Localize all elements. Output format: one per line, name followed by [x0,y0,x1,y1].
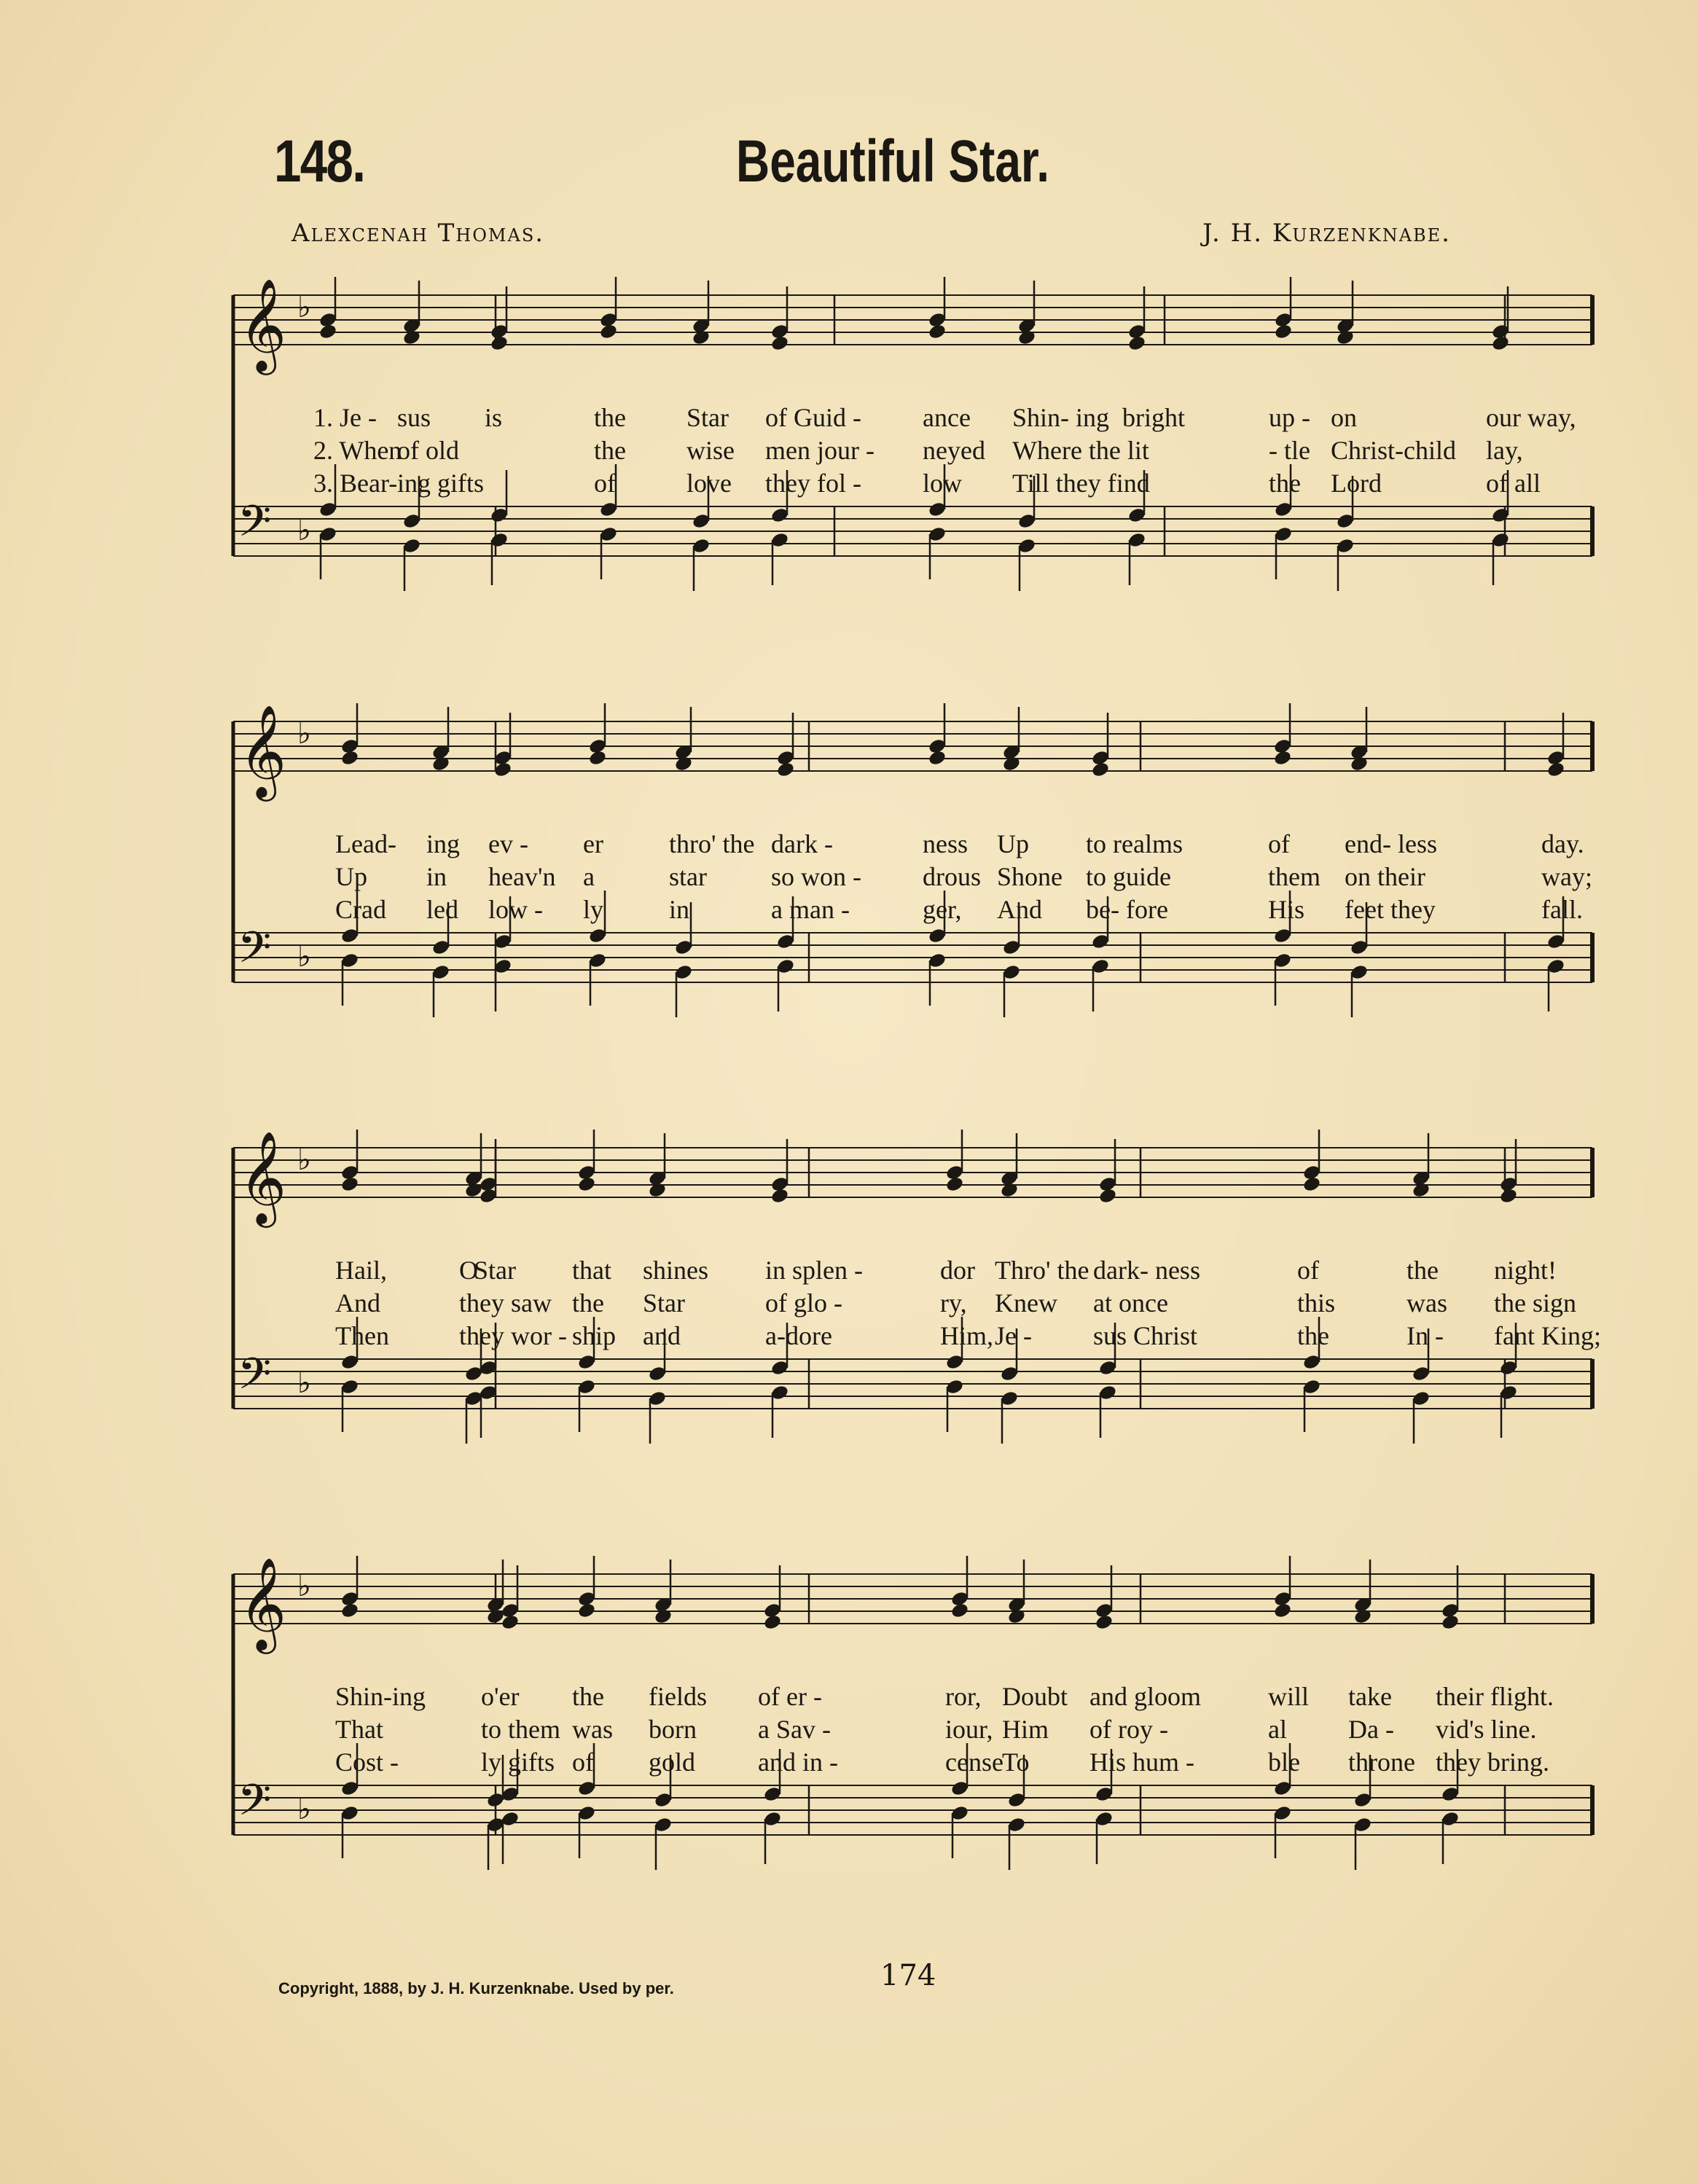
lyric-syllable: led [426,895,458,924]
lyric-syllable: of glo - [765,1288,842,1318]
lyric-syllable: Star [643,1288,685,1318]
lyric-syllable: heav'n [488,862,556,891]
lyric-syllable: Where the lit [1012,436,1149,465]
lyric-syllable: love [686,469,732,498]
lyric-syllable: end- less [1345,829,1437,858]
lyric-syllable: thro' the [669,829,755,858]
alto-note [1412,1181,1431,1199]
alto-note [464,1181,484,1199]
lyric-line-verse-2 [0,435,1698,469]
alto-note [1336,329,1355,346]
alto-note [1274,323,1294,340]
lyric-syllable: neyed [923,436,985,465]
lyric-syllable: on [1331,403,1357,432]
lyric-syllable: ing gifts [397,469,485,498]
lyric-syllable: the [1406,1256,1439,1285]
alto-note [654,1608,673,1625]
lyric-syllable: Da - [1348,1715,1394,1744]
bass-clef-icon: 𝄢 [238,1348,272,1409]
lyric-line-verse-1 [0,1681,1698,1715]
lyric-syllable: - tle [1269,436,1310,465]
alto-note [770,334,790,352]
alto-note [318,323,338,340]
lyric-syllable: Je - [995,1321,1032,1350]
lyric-syllable: this [1297,1288,1336,1318]
lyric-syllable: men jour - [765,436,875,465]
lyric-syllable: Up [997,829,1029,858]
lyric-syllable: Christ-child [1331,436,1456,465]
alto-note [776,761,796,778]
lyric-line-verse-3 [0,894,1698,928]
lyric-syllable: their flight. [1436,1682,1554,1711]
alto-note [431,755,451,772]
lyric-syllable: Knew [995,1288,1057,1318]
lyric-line-verse-3 [0,1747,1698,1780]
lyric-syllable: in [426,862,447,891]
lyric-syllable: bright [1122,403,1185,432]
lyric-syllable: dark - [771,829,833,858]
lyric-syllable: His hum - [1089,1747,1194,1777]
lyric-line-verse-1 [0,1255,1698,1288]
lyric-syllable: the sign [1494,1288,1576,1318]
flat-key-icon: ♭ [297,717,311,751]
lyric-syllable: take [1348,1682,1392,1711]
lyric-syllable: low [923,469,962,498]
lyric-syllable: the [594,403,626,432]
lyric-syllable: ly [583,895,604,924]
lyric-syllable: will [1268,1682,1310,1711]
lyric-syllable: ship [572,1321,617,1350]
lyric-syllable: be- fore [1086,895,1168,924]
alto-note [599,323,619,340]
lyric-syllable: 1. Je - [313,403,377,432]
alto-note [1127,334,1147,352]
lyric-syllable: ev - [488,829,528,858]
alto-note [588,749,608,767]
lyric-syllable: Star [474,1256,516,1285]
alto-note [1095,1613,1114,1631]
alto-note [1000,1181,1020,1199]
alto-note [402,329,422,346]
treble-clef-icon: 𝄞 [239,704,287,797]
alto-note [1302,1175,1322,1193]
flat-key-icon: ♭ [297,514,311,547]
bass-clef-icon: 𝄢 [238,496,272,557]
lyric-syllable: they saw [459,1288,552,1318]
lyric-syllable: vid's line. [1436,1715,1537,1744]
alto-note [340,749,360,767]
flat-key-icon: ♭ [297,940,311,974]
lyric-syllable: feet they [1345,895,1436,924]
lyric-syllable: er [583,829,603,858]
lyric-syllable: Lead- [335,829,396,858]
lyric-syllable: Lord [1331,469,1382,498]
lyric-syllable: Doubt [1002,1682,1068,1711]
lyric-syllable: His [1268,895,1305,924]
alto-note [763,1613,783,1631]
lyric-syllable: low - [488,895,543,924]
alto-note [1273,1602,1293,1619]
lyric-syllable: a man - [771,895,850,924]
lyric-line-verse-3 [0,1320,1698,1354]
lyric-syllable: they wor - [459,1321,567,1350]
lyric-line-verse-2 [0,1288,1698,1321]
lyric-syllable: fields [649,1682,707,1711]
lyric-syllable: they fol - [765,469,861,498]
lyric-syllable: 3. Bear- [313,469,398,498]
lyric-syllable: ly gifts [481,1747,555,1777]
lyric-syllable: lay, [1486,436,1523,465]
flat-key-icon: ♭ [297,1793,311,1826]
alto-note [501,1613,520,1631]
lyric-syllable: of [1268,829,1290,858]
alto-note [1546,761,1566,778]
lyric-syllable: the [1269,469,1301,498]
lyric-syllable: ing [426,829,461,858]
treble-clef-icon: 𝄞 [239,1557,287,1650]
lyric-syllable: the [572,1288,604,1318]
lyric-syllable: Star [686,403,729,432]
lyric-syllable: Till they find [1012,469,1150,498]
alto-note [577,1602,597,1619]
alto-note [1353,1608,1373,1625]
alto-note [928,749,947,767]
lyric-syllable: To [1002,1747,1030,1777]
alto-note [945,1175,965,1193]
lyric-syllable: the [572,1682,604,1711]
lyric-syllable: ry, [940,1288,967,1318]
alto-note [1098,1187,1118,1205]
lyric-syllable: shines [643,1256,708,1285]
flat-key-icon: ♭ [297,1366,311,1400]
lyric-syllable: fant King; [1494,1321,1601,1350]
lyric-syllable: they bring. [1436,1747,1549,1777]
lyric-syllable: Him [1002,1715,1049,1744]
lyric-syllable: was [572,1715,613,1744]
lyric-syllable: wise [686,436,735,465]
alto-note [770,1187,790,1205]
alto-note [1441,1613,1460,1631]
lyric-syllable: Shin-ing [335,1682,426,1711]
lyric-syllable: dor [940,1256,975,1285]
lyric-line-verse-2 [0,1714,1698,1747]
lyric-syllable: born [649,1715,697,1744]
lyric-syllable: Then [335,1321,389,1350]
flat-key-icon: ♭ [297,1570,311,1603]
lyric-syllable: our way, [1486,403,1576,432]
lyric-syllable: cense [945,1747,1003,1777]
composer-credit: J. H. Kurzenknabe. [1202,219,1451,248]
alto-note [1273,749,1293,767]
lyric-syllable: to guide [1086,862,1171,891]
alto-note [950,1602,970,1619]
alto-note [1091,761,1111,778]
lyric-syllable: them [1268,862,1321,891]
page-number: 174 [880,1959,936,1992]
lyric-syllable: of [594,469,616,498]
lyric-syllable: iour, [945,1715,993,1744]
lyric-syllable: to them [481,1715,560,1744]
alto-note [1499,1187,1519,1205]
treble-clef-icon: 𝄞 [239,1130,287,1224]
alto-note [692,329,711,346]
lyric-line-verse-1 [0,829,1698,862]
lyric-syllable: Cost - [335,1747,399,1777]
lyric-syllable: In - [1406,1321,1444,1350]
lyric-syllable: to realms [1086,829,1183,858]
alto-note [1491,334,1511,352]
lyric-syllable: of [1297,1256,1319,1285]
lyric-syllable: of roy - [1089,1715,1168,1744]
lyric-syllable: way; [1541,862,1592,891]
lyric-syllable: 2. When [313,436,402,465]
lyric-syllable: Up [335,862,367,891]
lyric-syllable: O [459,1256,478,1285]
bass-clef-icon: 𝄢 [238,922,272,983]
lyric-syllable: Him, [940,1321,994,1350]
lyric-syllable: in [669,895,690,924]
hymn-title: Beautiful Star. [736,128,1050,195]
lyric-syllable: Shin- ing [1012,403,1110,432]
copyright-notice: Copyright, 1888, by J. H. Kurzenknabe. Used by per. [278,1979,674,1997]
lyric-syllable: gold [649,1747,696,1777]
flat-key-icon: ♭ [297,1143,311,1177]
lyric-syllable: night! [1494,1256,1557,1285]
lyric-syllable: ble [1268,1747,1300,1777]
lyric-syllable: of old [397,436,459,465]
lyric-syllable: a [583,862,595,891]
lyric-syllable: Crad [335,895,386,924]
lyric-syllable: al [1268,1715,1287,1744]
lyric-syllable: up - [1269,403,1310,432]
lyric-syllable: at once [1093,1288,1168,1318]
alto-note [490,334,509,352]
lyric-syllable: Shone [997,862,1063,891]
lyric-syllable: the [1297,1321,1329,1350]
lyric-syllable: Hail, [335,1256,387,1285]
lyric-syllable: in splen - [765,1256,863,1285]
lyric-syllable: was [1406,1288,1447,1318]
lyric-syllable: ance [923,403,971,432]
hymn-number: 148. [274,128,365,195]
lyric-syllable: ger, [923,895,962,924]
lyric-line-verse-2 [0,861,1698,895]
lyric-syllable: And [997,895,1042,924]
lyric-syllable: sus [397,403,431,432]
lyric-syllable: That [335,1715,383,1744]
alto-note [674,755,694,772]
lyric-syllable: star [669,862,707,891]
lyric-line-verse-3 [0,468,1698,501]
lyric-syllable: day. [1541,829,1584,858]
alto-note [648,1181,668,1199]
lyric-syllable: of [572,1747,594,1777]
lyric-syllable: sus Christ [1093,1321,1198,1350]
lyric-syllable: of Guid - [765,403,861,432]
alto-note [1007,1608,1027,1625]
lyric-syllable: ror, [945,1682,982,1711]
lyric-syllable: of all [1486,469,1541,498]
lyric-syllable: on their [1345,862,1425,891]
alto-note [1017,329,1037,346]
lyric-syllable: throne [1348,1747,1415,1777]
alto-note [1002,755,1022,772]
lyric-syllable: of er - [758,1682,822,1711]
lyric-syllable: o'er [481,1682,520,1711]
lyric-syllable: and in - [758,1747,838,1777]
lyric-syllable: that [572,1256,611,1285]
author-credit: Alexcenah Thomas. [292,219,545,248]
lyric-syllable: is [485,403,503,432]
alto-note [340,1175,360,1193]
treble-clef-icon: 𝄞 [239,278,287,371]
lyric-syllable: drous [923,862,981,891]
lyric-syllable: and [643,1321,681,1350]
lyric-syllable: And [335,1288,380,1318]
alto-note [340,1602,360,1619]
alto-note [486,1608,506,1625]
lyric-syllable: and gloom [1089,1682,1201,1711]
lyric-syllable: fall. [1541,895,1583,924]
lyric-syllable: dark- ness [1093,1256,1200,1285]
flat-key-icon: ♭ [297,291,311,324]
alto-note [577,1175,597,1193]
alto-note [928,323,947,340]
lyric-line-verse-1 [0,402,1698,436]
bass-clef-icon: 𝄢 [238,1774,272,1836]
lyric-syllable: ness [923,829,968,858]
lyric-syllable: a-dore [765,1321,832,1350]
lyric-syllable: the [594,436,626,465]
lyric-syllable: so won - [771,862,861,891]
lyric-syllable: Thro' the [995,1256,1089,1285]
lyric-syllable: a Sav - [758,1715,831,1744]
alto-note [1350,755,1369,772]
